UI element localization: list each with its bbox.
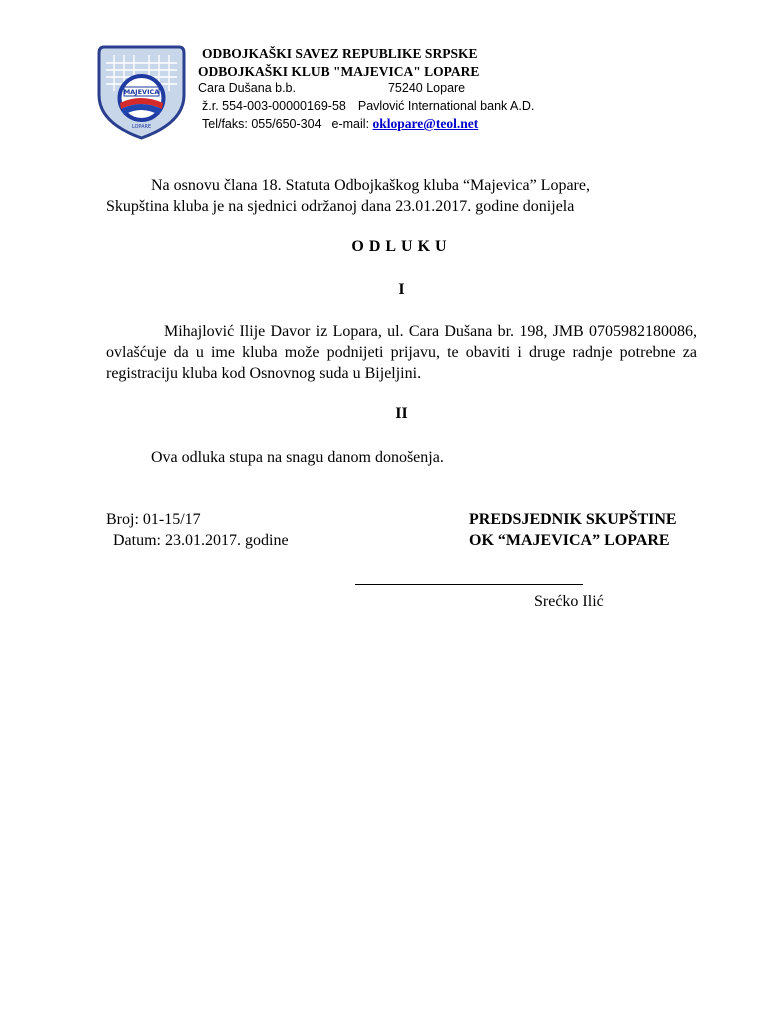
- bank-name: Pavlović International bank A.D.: [357, 98, 535, 113]
- role-line-1: PREDSJEDNIK SKUPŠTINE: [469, 511, 677, 528]
- intro-line-2: Skupština kluba je na sjednici održanoj dana 23.01.2017. godine donijela: [106, 198, 575, 215]
- account-line: [198, 98, 718, 116]
- contact-line: [198, 115, 718, 134]
- email-label: e-mail:: [331, 117, 370, 131]
- phone-fax: Tel/faks: 055/650-304: [202, 117, 322, 131]
- document-number: Broj: 01-15/17: [106, 511, 201, 528]
- street-address: Cara Dušana b.b.: [198, 81, 296, 95]
- club-logo: [96, 43, 187, 140]
- email-link[interactable]: oklopare@teol.net: [372, 116, 479, 131]
- club-crest-icon: [96, 43, 187, 140]
- document-title: ODLUKU: [351, 238, 452, 255]
- document-date: Datum: 23.01.2017. godine: [113, 532, 289, 549]
- document-meta: [106, 509, 289, 551]
- org-line-2: ODBOJKAŠKI KLUB "MAJEVICA" LOPARE: [198, 63, 480, 79]
- signatory-role: [469, 509, 677, 551]
- logo-bottom-text: LOPARE: [131, 124, 152, 130]
- role-line-2: OK “MAJEVICA” LOPARE: [469, 532, 670, 549]
- signature-line: [355, 584, 583, 585]
- section-1-number: I: [398, 281, 405, 298]
- section-2-number: II: [395, 405, 408, 422]
- org-line-1: ODBOJKAŠKI SAVEZ REPUBLIKE SRPSKE: [202, 46, 478, 61]
- intro-paragraph: [106, 175, 697, 217]
- address-line: [198, 80, 718, 98]
- logo-text: MAJEVICA: [123, 88, 160, 96]
- intro-line-1: Na osnovu člana 18. Statuta Odbojkaškog kluba “Majevica” Lopare,: [151, 177, 590, 194]
- section-1-text: Mihajlović Ilije Davor iz Lopara, ul. Cara Dušana br. 198, JMB 0705982180086, ovlašćuje da u ime kluba može podnijeti prijavu, te obaviti i druge radnje potrebne za registraciju kluba kod Osnovnog suda u Bijeljini.: [106, 323, 697, 382]
- letterhead: [198, 45, 718, 134]
- signer-name: Srećko Ilić: [534, 593, 604, 610]
- section-2-text: Ova odluka stupa na snagu danom donošenja.: [151, 449, 444, 466]
- account-number: ž.r. 554-003-00000169-58: [202, 98, 346, 113]
- postal-address: 75240 Lopare: [387, 81, 466, 95]
